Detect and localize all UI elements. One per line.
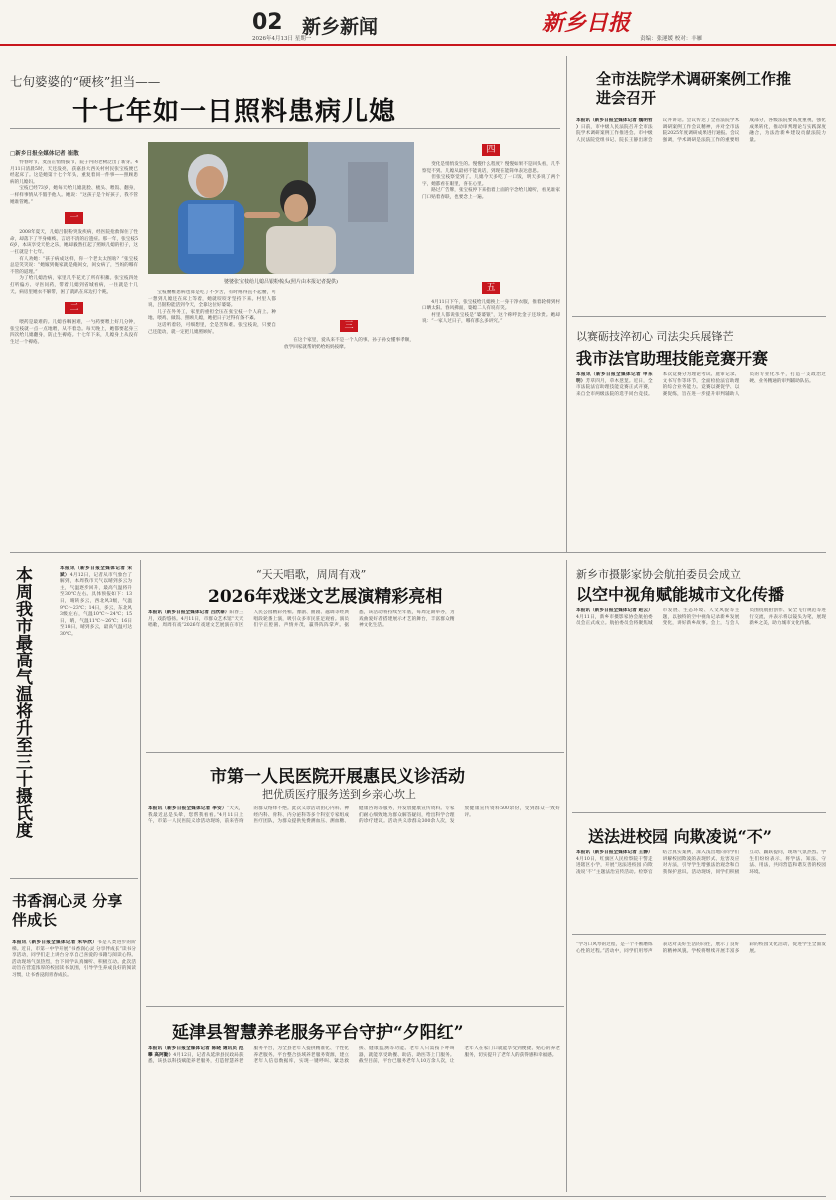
lead-paragraph: 这话听着轻，可细想里，全是苦和难。张宝枝说，只要自己还能动，就一定把儿媳照顾好。	[148, 322, 276, 335]
opera-byline: 本报讯（新乡日报全媒体记者 吕欣泰）	[148, 610, 230, 615]
lead-paragraph: 2008年夏天，儿媳吕银粉突发疾病，经医院抢救保住了性命，却落下了半身瘫痪、言语不清的后遗症。那一年，张宝枝56岁，本该享受天伦之乐，她却毅然扛起了照顾儿媳的担子，这一扛就是十七年。	[10, 230, 138, 255]
lead-paragraph: 宝枝已经73岁，她每天给儿媳洗脸、梳头、喂饭、翻身，一样样事情从不假手他人。她说：“这孩子是个好孩子，我不管她谁管她。”	[10, 186, 138, 205]
court-body	[576, 118, 826, 308]
section-divider	[146, 1006, 564, 1007]
judge-headline: 我市法官助理技能竞赛开赛	[576, 349, 769, 368]
book-body	[12, 940, 136, 1194]
school-text-2: “学习口风琴的过程，是一个不断磨炼心性的过程。”活动中，同学们用琴声表达对美好生活的向往，展示了良好的精神风貌。学校将继续开展丰富多彩的校园文化活动，促进学生全面发展。	[576, 942, 826, 954]
column-divider	[566, 560, 567, 1192]
hospital-byline: 本报讯（新乡日报全媒体记者 李安）	[148, 806, 227, 811]
photo-assoc-kicker: 新乡市摄影家协会航拍委员会成立	[576, 568, 741, 581]
page-number: 02	[252, 10, 283, 35]
lead-col-1	[10, 160, 138, 542]
section-divider	[10, 878, 138, 879]
lead-paragraph: 村里人都说张宝枝是“婆婆银”，这个称呼比金子还珍贵。她却说：“一家人过日子，哪有那么多讲究。”	[422, 312, 560, 325]
lead-paragraph: 但张宝枝察觉到了。儿媳今天多吃了一口饭，明天多说了两个字，她都看在眼里，喜在心里。	[422, 175, 560, 187]
hospital-body	[148, 806, 560, 996]
lead-paragraph: 有人劝她：“孩子病成这样，你一个老太太图啥？”张宝枝总是笑笑说：“她嫁到俺家就是俺闺女，闺女病了，当妈的哪有不管的道理。”	[10, 256, 138, 275]
weather-byline: 本报讯（新乡日报全媒体记者 宋斌）	[60, 566, 132, 578]
photo-assoc-body	[576, 608, 826, 804]
school-byline: 本报讯（新乡日报全媒体记者 王静）	[576, 850, 653, 855]
photo-assoc-headline: 以空中视角赋能城市文化传播	[576, 585, 785, 604]
lead-col-4	[422, 144, 560, 542]
column-divider	[140, 560, 141, 1192]
judge-text: 芳草四月，草木葱茏。近日，全市法院法官助理技能竞赛正式开赛，来自全市两级法院的选手同台竞技。本次竞赛分为理论考试、庭审记录、文书写作等环节，全面检验法官助理的综合业务能力。竞赛以赛促学、以赛促练，旨在进一步提升审判辅助人员的专业化水平，打造一支政治过硬、业务精通的审判辅助队伍。	[576, 372, 826, 397]
section-divider	[572, 934, 826, 935]
lead-paragraph: 4月11日下午，张宝枝给儿媳换上一身干净衣服，推着轮椅到村口晒太阳。春风拂面，婆媳二人有说有笑。	[422, 299, 560, 312]
opera-headline: 2026年戏迷文艺展演精彩亮相	[208, 587, 443, 607]
section-divider	[572, 316, 826, 317]
lead-byline: □新乡日报全媒体记者 崔散	[10, 151, 79, 157]
court-text: 日前，市中级人民法院召开全市法院学术调研案例工作推进会。市中级人民法院党组书记、院长王静出席会议并讲话。会议传达了全省法院学术调研案例工作会议精神，并对全市法院2025年度调研成果进行通报。会议强调，学术调研是法院工作的重要组成部分，各级法院要高度重视，强化成果转化，推动审判理论与实践深度融合，为法治新乡建设贡献法院力量。	[576, 118, 826, 143]
elderly-headline: 延津县智慧养老服务平台守护“夕阳红”	[172, 1023, 464, 1043]
lead-paragraph: 变化是悄悄发生的。慢慢什么程度？慢慢如果不是回头看，几乎察觉不到。儿媳从最初不能说话，到现在能简单表达意思。	[422, 162, 560, 174]
lead-paragraph: 儿子在外务工，家里的重担全压在张宝枝一个人肩上。种地、喂鸡、做饭、照顾儿媳，她把日子过得有条不紊。	[148, 309, 276, 322]
section-marker-four: 四	[482, 144, 500, 156]
judge-byline: 本报讯（新乡日报全媒体记者 申东明）	[576, 372, 653, 384]
section-marker-five: 五	[482, 282, 500, 294]
school-headline: 送法进校园 向欺凌说“不”	[588, 827, 772, 846]
lead-paragraph: 路过广告牌，张宝枝停下来指着上面的字念给儿媳听，看见谁家门口贴着春联，也要念上一遍。	[422, 188, 560, 200]
photo-assoc-byline: 本报讯（新乡日报全媒体记者 赵云）	[576, 608, 653, 613]
weather-text: 4月12日，记者从市气象台了解到，本周我市天气以晴到多云为主，气温逐步回升，最高气温将升至30℃左右。具体预报如下：13日，晴转多云，西北风3级，气温9℃～23℃；14日，多云，东北风3级左右，气温10℃～24℃；15日，晴，气温11℃～26℃；16日至18日，晴到多云，最高气温可达30℃。	[60, 572, 132, 637]
elderly-body	[148, 1046, 560, 1194]
lead-paragraph: 为了给儿媳治病，家里几乎花光了所有积蓄。张宝枝四处打听偏方、寻医问药，带着儿媳到省城看病，一住就是十几天。病房里她衣不解带，困了就趴在床边打个盹。	[10, 276, 138, 295]
school-body-2	[576, 942, 826, 1194]
lead-photo	[148, 142, 414, 274]
lead-paragraph: 喂药是最难的。儿媳吞咽困难，一勺药要喂上好几分钟，张宝枝就一点一点地喂，从不着急。每天晚上，她都要起身三四次给儿媳翻身，防止生褥疮。十七年下来，儿媳身上从没有生过一个褥疮。	[10, 320, 138, 345]
book-byline: 本报讯（新乡日报全媒体记者 朱华欣）	[12, 940, 98, 945]
school-body	[576, 850, 826, 928]
column-divider	[566, 56, 567, 552]
opera-body	[148, 610, 560, 740]
section-divider	[10, 552, 826, 553]
opera-text: 阳春三月，戏韵悠扬。4月11日，市群众艺术馆“天天唱歌，周周有戏”2026年戏迷文艺展演在市区人民公园精彩亮相。豫剧、曲剧、越调等经典唱段轮番上演，吸引众多市民驻足观看。演员们字正腔圆、声情并茂，赢得阵阵掌声。据悉，该活动将持续至年底，每周定期举办，为戏曲爱好者搭建展示才艺的舞台，丰富群众精神文化生活。	[148, 610, 455, 629]
masthead-logo: 新乡日报	[542, 10, 631, 36]
section-marker-two: 二	[65, 302, 83, 314]
section-divider	[146, 752, 564, 753]
lead-rule	[10, 128, 560, 129]
photo-caption: 婆婆张宝枝给儿媳吕银粉梳头(照片由本报记者提供)	[224, 279, 338, 285]
judge-body	[576, 372, 826, 546]
lead-col-2	[148, 290, 276, 542]
page-header	[0, 0, 836, 44]
elderly-text: 4月12日，记者从延津县民政局获悉，该县以科技赋能养老服务，打造智慧养老服务平台，为全县老年人提供精准化、个性化养老服务。平台整合县域养老服务资源，建立老年人信息数据库，实现一键呼叫、紧急救援、健康监测等功能。老年人只需按下呼叫器，就能享受助餐、助洁、助医等上门服务。截至目前，平台已服务老年人10万余人次，让老年人在家门口就能享受到便捷、贴心的养老服务，切实提升了老年人的获得感和幸福感。	[148, 1046, 560, 1065]
school-text: 4月10日，红旗区人民检察院干警走进辖区小学，开展“送法进校园 向欺凌说‘不’”主题法治宣传活动。检察官结合真实案例，深入浅出地向同学们讲解校园欺凌的表现形式、危害及应对方法，引导学生增强法治观念和自我保护意识。活动现场，同学们积极互动、踊跃提问，现场气氛热烈。学生们纷纷表示，将学法、知法、守法、用法，共同营造和谐友善的校园环境。	[576, 850, 826, 875]
hospital-text: “大夫，我最近总是头晕，您帮我看看。”4月11日上午，市第一人民医院义诊活动现场，前来咨询的群众络绎不绝。此次义诊活动由心内科、神经内科、骨科、内分泌科等多个科室专家组成医疗团队，为群众提供免费测血压、测血糖、健康咨询等服务，并发放健康宣传资料。专家们耐心细致地为群众解答疑问，给出科学合理的诊疗建议。活动共义诊群众300余人次，发放健康宣传资料500余份，受到群众一致好评。	[148, 806, 560, 825]
weather-body	[60, 566, 132, 866]
lead-paragraph: 怜春时节，麦苗正悄悄拔节，院子内的老树泛出了新芽。4月11日清晨5时，天还没亮，获嘉县大西关村村民张宝枝便已经起床了。这是她第十七个年头，重复着同一件事——照顾患病的儿媳妇。	[10, 160, 138, 185]
hospital-headline: 市第一人民医院开展惠民义诊活动	[210, 767, 465, 787]
opera-kicker: “天天唱歌，周周有戏”	[256, 568, 367, 581]
book-headline: 书香润心灵 分享伴成长	[12, 892, 123, 929]
judge-kicker: 以赛砺技淬初心 司法尖兵展锋芒	[576, 330, 734, 343]
section-title: 新乡新闻	[302, 16, 379, 38]
hospital-subheadline: 把优质医疗服务送到乡亲心坎上	[262, 788, 416, 801]
court-byline: 本报讯（新乡日报全媒体记者 魏明哲 ）	[576, 118, 653, 130]
photo-assoc-text: 4月11日，新乡市摄影家协会航拍委员会正式成立。航拍委员会将聚焦城市发展、生态环境、人文风貌等主题，以独特的空中视角记录新乡发展变化，讲好新乡故事。会上，与会人员围绕航拍创作、安全飞行规范等进行交流，并表示将以镜头为笔，展现新乡之美，助力城市文化传播。	[576, 608, 826, 627]
lead-paragraph: 宝枝腰椎患病也算是吃了不少苦，有时疼得直不起腰，可一想到儿媳还在床上等着，她就咬咬牙坚持下来。村里人都说，吕银粉能活到今天，全靠这位好婆婆。	[148, 290, 276, 309]
header-rule	[0, 44, 836, 46]
book-text: 书是人类进步的阶梯。近日，市第一中学开展“书香润心灵 分享伴成长”读书分享活动，同学们走上讲台分享自己喜爱的书籍与阅读心得。活动现场气氛热烈，台下同学认真倾听、积极互动。此次活动旨在营造浓厚的校园读书氛围，引导学生养成良好的阅读习惯，让书香浸润青春成长。	[12, 940, 136, 978]
weather-headline: 本周我市最高气温将升至三十摄氏度	[12, 566, 32, 838]
elderly-byline: 本报讯（新乡日报全媒体记者 陈晓 通讯员 范攀 高阿勤）	[148, 1046, 244, 1058]
section-marker-one: 一	[65, 212, 83, 224]
editors-line: 责编：张運媛 校对：丰雁	[640, 36, 703, 42]
lead-kicker: 七旬婆婆的“硬核”担当——	[10, 74, 161, 89]
date-line: 2026年4月13日 星期一	[252, 36, 312, 42]
section-divider	[572, 812, 826, 813]
footer-rule	[10, 1196, 826, 1197]
lead-col-3	[284, 290, 414, 542]
court-headline: 全市法院学术调研案例工作推进会召开	[596, 70, 792, 107]
photo-illustration	[148, 142, 414, 274]
lead-paragraph: 在这个家里，爱从来不是一个人的事。孙子孙女懂事孝顺，放学回家就帮奶奶给妈妈按摩。	[284, 338, 414, 350]
lead-headline: 十七年如一日照料患病儿媳	[72, 97, 397, 127]
section-marker-three: 三	[340, 320, 358, 332]
